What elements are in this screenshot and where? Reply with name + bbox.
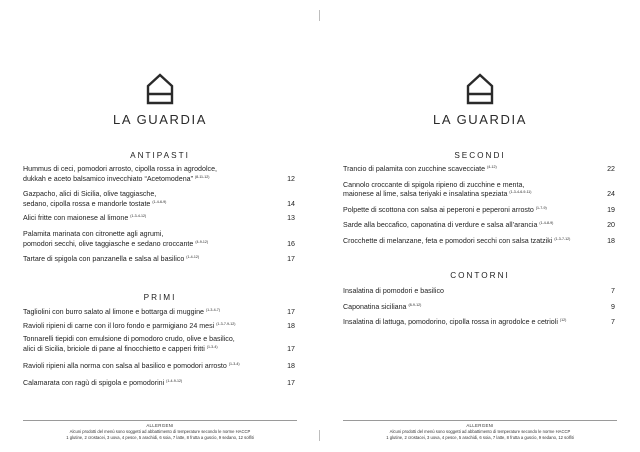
section-title-secondi: SECONDI (454, 151, 506, 160)
menu-item: Hummus di ceci, pomodori arrosto, cipolla rossa in agrodolce, dukkah e aceto balsamico invecchiato “Acetomodena” $^{(8-11-12)}$ 12 (23, 165, 295, 183)
price: 7 (611, 318, 615, 327)
allergen-codes: (12) (559, 318, 567, 323)
price: 13 (287, 214, 295, 223)
menu-item: Calamarata con ragù di spigola e pomodorini $^{(1-4-9-12)}$ 17 (23, 378, 295, 387)
allergen-codes: (1-4-9-12) (166, 378, 183, 383)
section-title-primi: PRIMI (143, 293, 177, 302)
house-logo-icon (320, 73, 640, 105)
menu-list-secondi (343, 165, 615, 247)
allergen-codes: (1-3-7-12) (554, 236, 571, 241)
allergen-codes: (1-4-6-9) (152, 199, 167, 204)
section-title-antipasti: ANTIPASTI (130, 151, 190, 160)
house-logo-icon (0, 73, 320, 105)
allergens-list: 1 glutine, 2 crostacei, 3 uova, 4 pesce, 5 arachidi, 6 soia, 7 latte, 8 frutta a guscio, 9 sedano, 12 solfiti (386, 435, 574, 441)
allergen-codes: (4-9-12) (195, 239, 209, 244)
allergen-codes: (1-4-8-9) (539, 221, 554, 226)
menu-item: Insalatina di pomodori e basilico 7 (343, 287, 615, 295)
section-title-contorni: CONTORNI (450, 271, 510, 280)
allergen-codes: (1-7-9) (535, 205, 547, 210)
menu-item: Alici fritte con maionese al limone $^{(1-3-4-12)}$ 13 (23, 214, 295, 223)
allergens-list: 1 glutine, 2 crostacei, 3 uova, 4 pesce, 5 arachidi, 6 soia, 7 latte, 8 frutta a guscio, 9 sedano, 12 solfiti (66, 435, 254, 441)
menu-item: Ravioli ripieni alla norma con salsa al basilico e pomodori arrosto $^{(1-3-4)}$ 18 (23, 362, 295, 371)
price: 18 (287, 362, 295, 371)
allergen-codes: (1-3-4-6-9-11) (509, 190, 532, 195)
menu-item: Tonnarelli tiepidi con emulsione di pomodoro crudo, olive e basilico, alici di Sicilia, briciole di pane al finocchietto e capperi fritti $^{(1-3-4)}$ 17 (23, 335, 295, 353)
price: 24 (607, 190, 615, 199)
menu-list-antipasti (23, 165, 295, 265)
menu-item: Trancio di palamita con zucchine scavecciate $^{(4-12)}$ 22 (343, 165, 615, 173)
allergen-codes: (1-3-4) (206, 344, 218, 349)
price: 22 (607, 165, 615, 173)
menu-item: Sarde alla beccafico, caponatina di verdure e salsa all’arancia $^{(1-4-8-9)}$ 20 (343, 221, 615, 230)
allergen-codes: (4-12) (487, 165, 497, 169)
brand-name: LA GUARDIA (432, 112, 528, 127)
allergen-codes: (1-3-4-7) (205, 308, 220, 312)
allergen-codes: (8-9-12) (408, 302, 422, 307)
allergens-footer (23, 420, 297, 442)
menu-page-right (320, 0, 640, 452)
allergen-codes: (8-11-12) (194, 174, 210, 179)
allergens-title: ALLERGENI (466, 423, 494, 428)
allergen-codes: (1-4-12) (186, 255, 200, 260)
allergens-title: ALLERGENI (146, 423, 174, 428)
allergen-codes: (1-3-4-12) (130, 214, 147, 219)
price: 9 (611, 302, 615, 311)
menu-item: Tartare di spigola con panzanella e salsa al basilico $^{(1-4-12)}$ 17 (23, 255, 295, 264)
menu-item: Gazpacho, alici di Sicilia, olive taggiasche, sedano, cipolla rossa e mandorle tostate $^{(1-4-6-9)}$ 14 (23, 190, 295, 208)
allergens-note: Alcuni prodotti del menù sono soggetti ad abbattimento di temperature secondo le norme HACCP (389, 429, 571, 435)
menu-item: Tagliolini con burro salato al limone e bottarga di muggine $^{(1-3-4-7)}$ 17 (23, 308, 295, 316)
allergens-footer (343, 420, 617, 442)
menu-list-contorni (343, 287, 615, 328)
price: 17 (287, 308, 295, 316)
menu-item: Cannolo croccante di spigola ripieno di zucchine e menta, maionese al lime, salsa teriyaki e insalatina speziata $^{(1-3-4-6-9-11)}$ 24 (343, 180, 615, 199)
brand-name: LA GUARDIA (112, 112, 208, 127)
allergen-codes: (1-3-4) (228, 362, 240, 367)
price: 14 (287, 199, 295, 208)
menu-item: Ravioli ripieni di carne con il loro fondo e parmigiano 24 mesi $^{(1-3-7-9-12)}$ 18 (23, 321, 295, 330)
price: 16 (287, 239, 295, 248)
price: 7 (611, 287, 615, 295)
price: 17 (287, 255, 295, 264)
price: 18 (607, 236, 615, 245)
menu-list-primi (23, 308, 295, 389)
menu-item: Caponatina siciliana $^{(8-9-12)}$ 9 (343, 302, 615, 311)
allergens-note: Alcuni prodotti del menù sono soggetti ad abbattimento di temperature secondo le norme HACCP (69, 429, 251, 435)
price: 20 (607, 221, 615, 230)
price: 17 (287, 378, 295, 387)
allergen-codes: (1-3-7-9-12) (216, 321, 236, 326)
menu-item: Polpette di scottona con salsa ai peperoni e peperoni arrosto $^{(1-7-9)}$ 19 (343, 205, 615, 214)
price: 19 (607, 205, 615, 214)
price: 18 (287, 321, 295, 330)
price: 12 (287, 174, 295, 183)
menu-item: Crocchette di melanzane, feta e pomodori secchi con salsa tzatziki $^{(1-3-7-12)}$ 18 (343, 236, 615, 245)
menu-item: Palamita marinata con citronette agli agrumi, pomodori secchi, olive taggiasche e sedano croccante $^{(4-9-12)}$ 16 (23, 229, 295, 248)
price: 17 (287, 344, 295, 353)
menu-item: Insalatina di lattuga, pomodorino, cipolla rossa in agrodolce e cetrioli $^{(12)}$ 7 (343, 318, 615, 327)
